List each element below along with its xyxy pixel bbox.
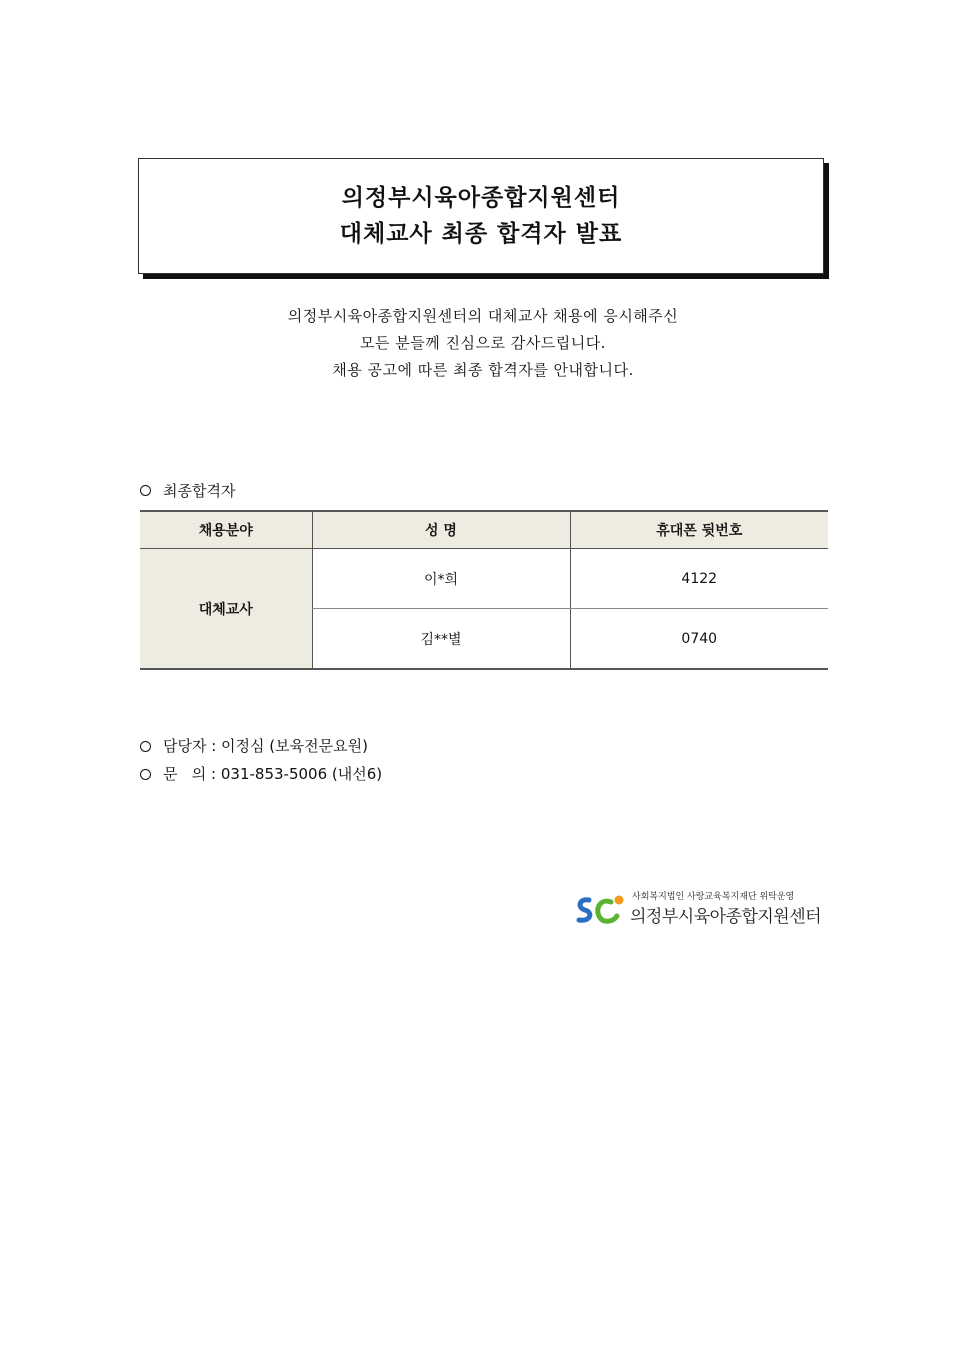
logo-subtitle: 사회복지법인 사랑교육복지재단 위탁운영	[632, 892, 795, 902]
title-line-1: 의정부시육아종합지원센터	[341, 185, 621, 211]
header-name: 성 명	[312, 511, 570, 549]
intro-line: 의정부시육아종합지원센터의 대체교사 채용에 응시해주신	[287, 307, 679, 325]
logo-title: 의정부시육아종합지원센터	[630, 907, 822, 927]
table-row	[140, 549, 828, 609]
field-cell: 대체교사	[140, 549, 312, 670]
center-logo-mark-icon	[575, 892, 627, 926]
result-table	[140, 510, 828, 670]
circle-bullet-icon	[140, 741, 151, 752]
title-box	[138, 158, 824, 274]
intro-line: 모든 분들께 진심으로 감사드립니다.	[360, 334, 606, 352]
contact-manager: 담당자 : 이정심 (보육전문요원)	[140, 732, 382, 760]
intro-text	[0, 303, 966, 384]
intro-line: 채용 공고에 따른 최종 합격자를 안내합니다.	[332, 361, 634, 379]
circle-bullet-icon	[140, 769, 151, 780]
circle-bullet-icon	[140, 485, 151, 496]
contact-inquiry: 문 의 : 031-853-5006 (내선6)	[140, 760, 382, 788]
center-logo	[575, 888, 830, 928]
section-label: 최종합격자	[163, 482, 236, 500]
name-cell: 이*희	[312, 549, 570, 609]
phone-cell: 4122	[570, 549, 828, 609]
phone-cell: 0740	[570, 609, 828, 670]
section-heading	[140, 480, 235, 501]
contact-info	[140, 732, 382, 788]
header-field: 채용분야	[140, 511, 312, 549]
title-line-2: 대체교사 최종 합격자 발표	[339, 221, 623, 247]
header-phone: 휴대폰 뒷번호	[570, 511, 828, 549]
name-cell: 김**별	[312, 609, 570, 670]
table-header-row	[140, 511, 828, 549]
